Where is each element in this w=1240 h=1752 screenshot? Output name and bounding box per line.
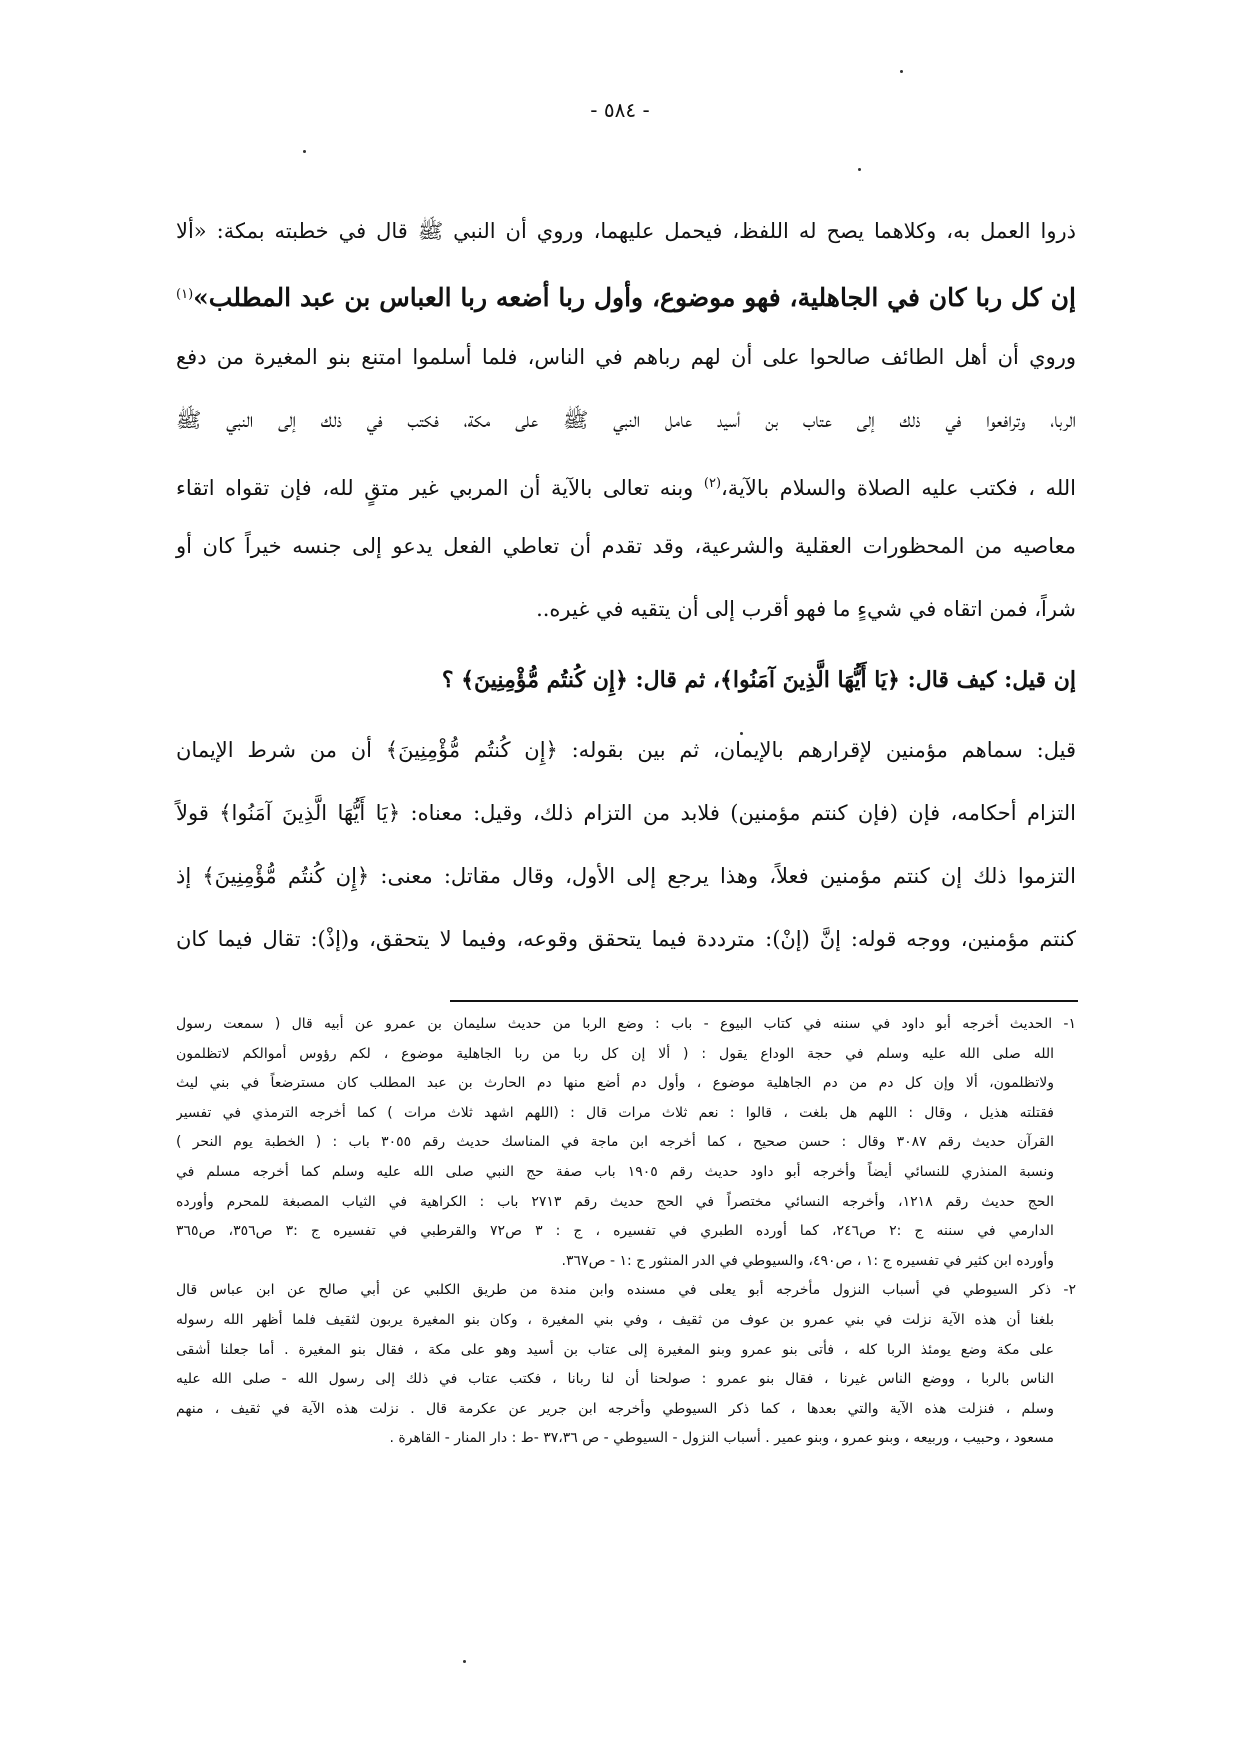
footnote-line: ونسبة المنذري للنسائي أيضاً وأخرجه أبو داود حديث رقم ١٩٠٥ باب صفة حج النبي صلى الله عليه وسلم كما أخرجه مسلم في (176, 1163, 1054, 1180)
text-line-hadith (176, 263, 1076, 326)
footnote-marker: (١) (176, 287, 194, 302)
text-line: الربا، وترافعوا في ذلك إلى عتاب بن أسيد عامل النبي ﷺ على مكة، فكتب في ذلك إلى النبي ﷺ (176, 408, 1076, 432)
footnote-line: ٢- ذكر السيوطي في أسباب النزول مأخرجه أبو يعلى في مسنده وابن مندة من طريق الكلبي عن أبي صالح عن ابن عباس قال (176, 1282, 1076, 1299)
footnote-line: مسعود ، وحبيب ، وربيعه ، وبنو عمرو ، وبنو عمير . أسباب النزول - السيوطي - ص ٣٧،٣٦ -ط : دار المنار - القاهرة . (389, 1430, 1054, 1447)
page-number: - ٥٨٤ - (590, 98, 650, 122)
footnote-line: على مكة وضع يومئذ الربا كله ، فأتى بنو عمرو وبنو المغيرة إلى عتاب بن أسيد وهو على مكة ، فقال بنو المغيرة . أما جعلنا أشقى (176, 1341, 1054, 1358)
footnote-line: وأورده ابن كثير في تفسيره ج :١ ، ص٤٩٠، والسيوطي في الدر المنثور ج :١ - ص٣٦٧. (561, 1252, 1054, 1269)
footnote-line: الله صلى الله عليه وسلم في حجة الوداع يقول : ( ألا إن كل ربا من ربا الجاهلية موضوع ، لكم رؤوس أموالكم لاتظلمون (176, 1045, 1054, 1062)
text-line (176, 452, 1076, 515)
footnote-line: وسلم ، فنزلت هذه الآية والتي بعدها ، كما ذكر السيوطي وأخرجه ابن جرير عن عكرمة قال . نزلت هذه الآية في ثقيف ، منهم (176, 1400, 1054, 1417)
scan-speck (900, 70, 903, 73)
text-line: معاصيه من المحظورات العقلية والشرعية، وقد تقدم أن تعاطي الفعل يدعو إلى جنسه خيراً كان أو (176, 534, 1076, 558)
text-line: ذروا العمل به، وكلاهما يصح له اللفظ، فيحمل عليهما، وروي أن النبي ﷺ قال في خطبته بمكة: «ألا (176, 219, 1076, 243)
footnote-separator (450, 1000, 1078, 1002)
footnote-line: الدارمي في سننه ج :٢ ص٢٤٦، كما أورده الطبري في تفسيره ، ج : ٣ ص٧٢ والقرطبي في تفسيره ج :٣ ص٣٥٦، ص٣٦٥ (176, 1223, 1054, 1240)
question-line (176, 641, 1076, 719)
text-line: قيل: سماهم مؤمنين لإقرارهم بالإيمان، ثم بين بقوله: ﴿إِن كُنتُم مُّؤْمِنِينَ﴾ أن من شرط الإيمان (176, 738, 1076, 762)
text-line: وروي أن أهل الطائف صالحوا على أن لهم رباهم في الناس، فلما أسلموا امتنع بنو المغيرة من دفع (176, 345, 1076, 369)
text-line: التزام أحكامه، فإن (فإن كنتم مؤمنين) فلابد من التزام ذلك، وقيل: معناه: ﴿يَا أَيُّهَا الَّذِينَ آمَنُوا﴾ قولاً (176, 801, 1076, 825)
footnote-line: الناس بالربا ، ووضع الناس غيرنا ، فقال بنو عمرو : صولحنا أن لنا ربانا ، فكتب عتاب في ذلك إلى رسول الله - صلى الله عليه (176, 1371, 1054, 1388)
question-text: إن قيل: كيف قال: ﴿يَا أَيُّهَا الَّذِينَ آمَنُوا﴾، ثم قال: ﴿إِن كُنتُم مُّؤْمِنِينَ﴾ ؟ (441, 667, 1076, 693)
footnote-line: الحج حديث رقم ١٢١٨، وأخرجه النسائي مختصراً في الحج حديث رقم ٢٧١٣ باب : الكراهية في الثياب المصبغة للمحرم وأورده (176, 1193, 1054, 1210)
hadith-quote: إن كل ربا كان في الجاهلية، فهو موضوع، وأول ربا أضعه ربا العباس بن عبد المطلب» (193, 283, 1076, 312)
footnotes (176, 1010, 1076, 1454)
footnote-line: ١- الحديث أخرجه أبو داود في سننه في كتاب البيوع - باب : وضع الربا من حديث سليمان بن عمرو عن أبيه قال ( سمعت رسول (176, 1016, 1076, 1032)
scan-speck (858, 168, 861, 171)
footnote-line: القرآن حديث رقم ٣٠٨٧ وقال : حسن صحيح ، كما أخرجه ابن ماجة في المناسك حديث رقم ٣٠٥٥ باب : ( الخطبة يوم النحر ) (176, 1134, 1054, 1151)
text-span: الله ، فكتب عليه الصلاة والسلام بالآية،$^{(٢)}$ وبنه تعالى بالآية أن المربي غير متقٍ لله، فإن تقواه اتقاء (176, 476, 1076, 500)
text-line: التزموا ذلك إن كنتم مؤمنين فعلاً، وهذا يرجع إلى الأول، وقال مقاتل: معنى: ﴿إِن كُنتُم مُّؤْمِنِينَ﴾ إذ (176, 864, 1076, 888)
footnote-line: ولاتظلمون، ألا وإن كل دم من دم الجاهلية موضوع ، وأول دم أضع منها دم الحارث بن عبد المطلب كان مسترضعاً في بني ليث (176, 1075, 1054, 1092)
text-line: شراً، فمن اتقاه في شيءٍ ما فهو أقرب إلى أن يتقيه في غيره.. (536, 597, 1076, 621)
footnote-2 (176, 1276, 1076, 1454)
main-text (176, 200, 1076, 971)
scan-speck (303, 150, 306, 153)
scan-speck (463, 1660, 466, 1663)
footnote-line: بلغنا أن هذه الآية نزلت في بني عمرو بن عوف من ثقيف ، وفي بني المغيرة ، وكان بنو المغيرة يربون لثقيف فلما أظهر الله رسوله (176, 1311, 1054, 1328)
text-line: كنتم مؤمنين، ووجه قوله: إنَّ (إنْ): مترددة فيما يتحقق وقوعه، وفيما لا يتحقق، و(إذْ): تقال فيما كان (176, 927, 1076, 951)
footnote-1 (176, 1010, 1076, 1276)
footnote-line: فقتلته هذيل ، وقال : اللهم هل بلغت ، قالوا : نعم ثلاث مرات قال : (اللهم اشهد ثلاث مرات ) كما أخرجه الترمذي في تفسير (176, 1104, 1054, 1121)
footnote-marker: (٢) (703, 476, 722, 491)
